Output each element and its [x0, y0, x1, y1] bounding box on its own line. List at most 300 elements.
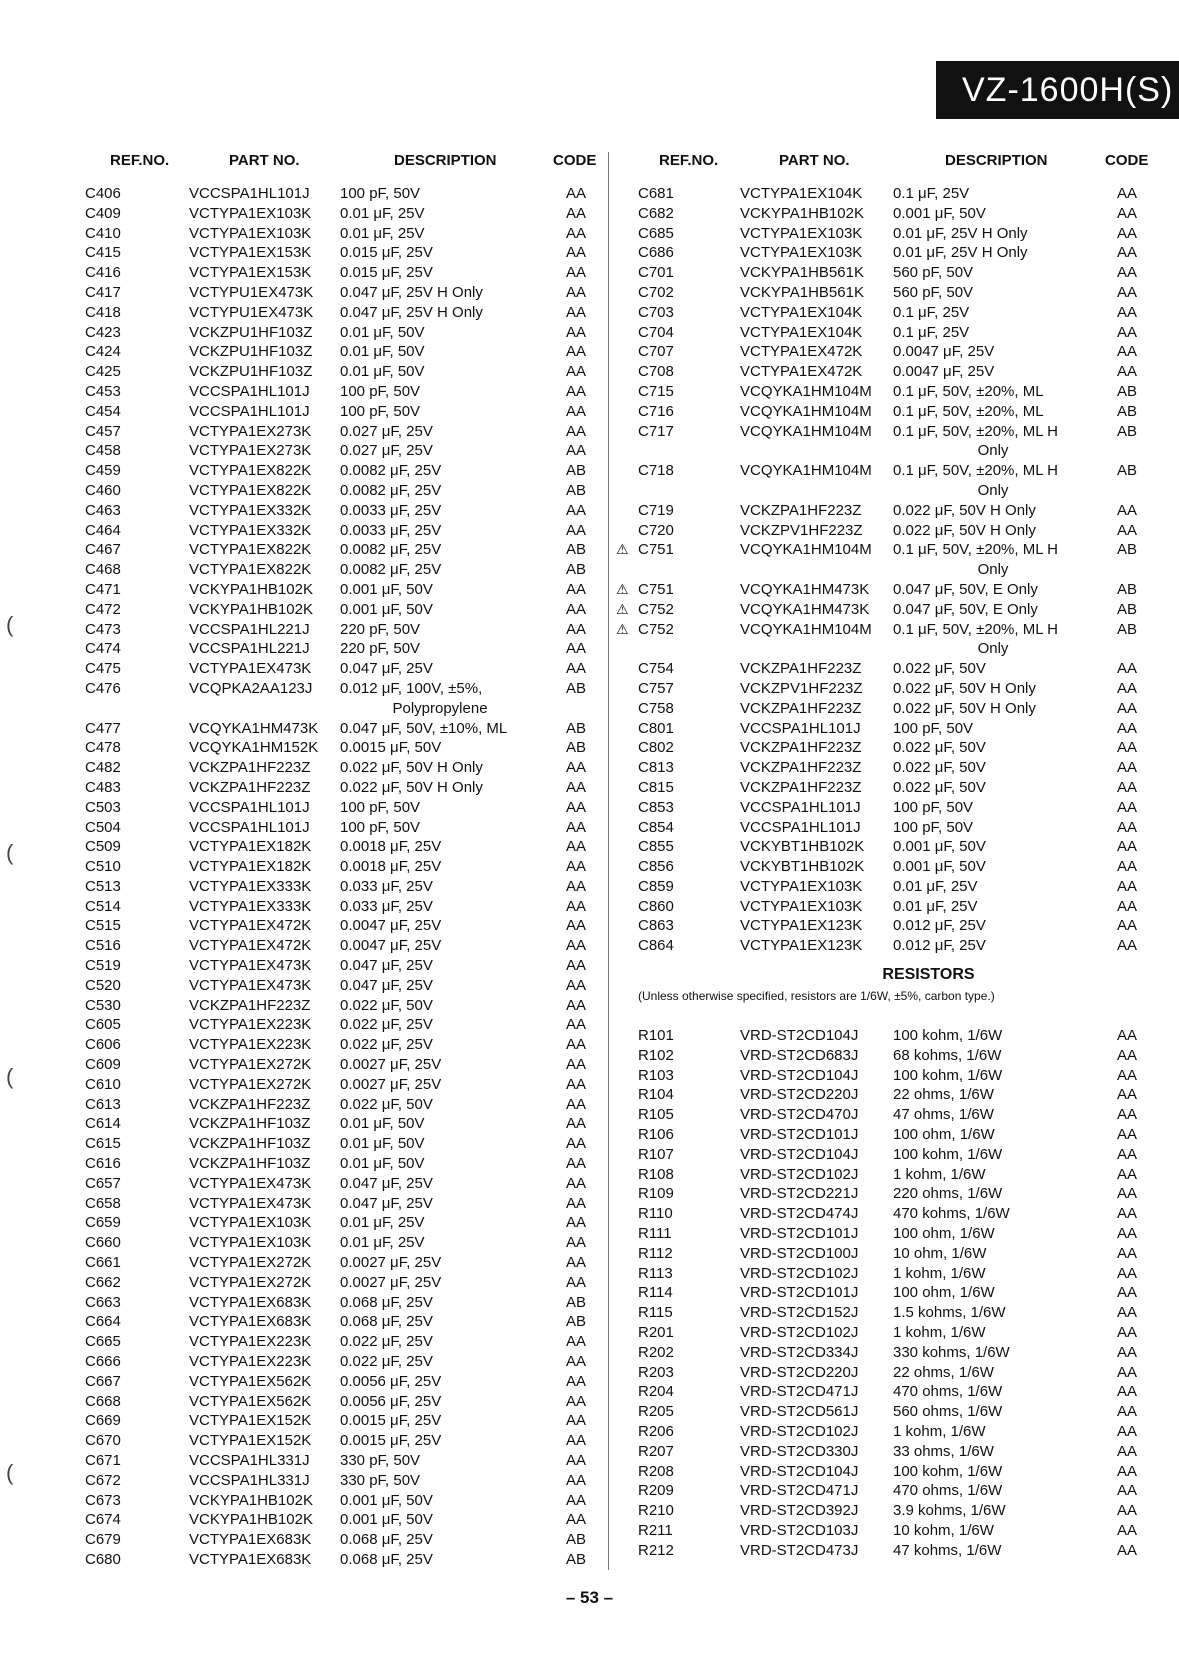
- cell-desc: 0.022 μF, 25V: [340, 1353, 433, 1371]
- cell-desc: 0.047 μF, 50V, E Only: [893, 580, 1038, 598]
- cell-part: VRD-ST2CD103J: [740, 1522, 859, 1539]
- table-row: [616, 1501, 1141, 1521]
- cell-desc: 0.0033 μF, 25V: [340, 521, 442, 539]
- cell-ref: R209: [638, 1482, 674, 1500]
- cell-code: AA: [1117, 1482, 1138, 1500]
- table-row: [616, 1323, 1141, 1343]
- cell-code: AA: [1117, 1502, 1138, 1520]
- table-row: [616, 243, 1141, 263]
- cell-part: VCTYPA1EX333K: [189, 877, 312, 895]
- cell-ref: R210: [638, 1502, 674, 1520]
- cell-desc: 100 pF, 50V: [340, 402, 421, 420]
- cell-desc: [340, 679, 540, 719]
- table-row: [616, 758, 1141, 778]
- resistors-section: [616, 964, 1141, 1561]
- cell-desc: 0.0047 μF, 25V: [893, 363, 995, 381]
- cell-ref: C860: [638, 897, 674, 915]
- cell-desc-line2: Only: [977, 640, 1009, 658]
- cell-desc: 0.1 μF, 25V: [893, 185, 970, 202]
- cell-code: AA: [566, 818, 587, 836]
- cell-ref: C474: [85, 640, 121, 658]
- cell-desc: 0.01 μF, 25V: [893, 877, 978, 895]
- cell-ref: C514: [85, 897, 121, 915]
- cell-part: VCTYPA1EX473K: [189, 1174, 312, 1192]
- cell-code: AB: [1117, 422, 1138, 440]
- cell-code: AB: [566, 561, 587, 579]
- cell-part: VCTYPA1EX562K: [189, 1372, 312, 1390]
- cell-part: VCTYPA1EX104K: [740, 303, 863, 321]
- cell-ref: R111: [638, 1225, 672, 1243]
- table-row: [616, 837, 1141, 857]
- cell-desc: 330 kohms, 1/6W: [893, 1343, 1010, 1361]
- table-row: [616, 659, 1141, 679]
- cell-code: AA: [1117, 897, 1138, 915]
- cell-part: VCKZPA1HF103Z: [189, 1115, 311, 1133]
- cell-ref: C757: [638, 679, 674, 697]
- cell-part: VCQYKA1HM104M: [740, 620, 872, 638]
- table-row: [616, 540, 1141, 580]
- cell-ref: C406: [85, 185, 121, 202]
- cell-code: AB: [566, 541, 587, 559]
- table-row: [616, 1085, 1141, 1105]
- cell-part: VCKYPA1HB561K: [740, 283, 864, 301]
- table-row: [616, 679, 1141, 699]
- cell-ref: R104: [638, 1086, 674, 1104]
- cell-part: VCKZPU1HF103Z: [189, 363, 313, 381]
- cell-code: AA: [566, 660, 587, 678]
- cell-ref: C504: [85, 818, 121, 836]
- cell-desc: [893, 620, 1093, 660]
- cell-ref: C472: [85, 600, 121, 618]
- cell-desc: 0.001 μF, 50V: [340, 600, 433, 618]
- cell-part: VRD-ST2CD470J: [740, 1106, 859, 1124]
- cell-desc: 0.0027 μF, 25V: [340, 1075, 442, 1093]
- cell-desc: 0.047 μF, 25V: [340, 660, 433, 678]
- cell-part: VRD-ST2CD104J: [740, 1066, 859, 1084]
- table-row: [85, 243, 605, 263]
- cell-part: VCQYKA1HM473K: [740, 600, 870, 618]
- cell-part: VCKZPA1HF103Z: [189, 1135, 311, 1153]
- cell-code: AA: [566, 1471, 587, 1489]
- cell-ref: C671: [85, 1452, 121, 1469]
- table-row: [616, 798, 1141, 818]
- cell-code: AB: [1117, 382, 1138, 400]
- cell-part: VRD-ST2CD152J: [740, 1304, 859, 1322]
- cell-code: AA: [1117, 521, 1138, 539]
- cell-ref: R201: [638, 1324, 674, 1342]
- table-row: [616, 699, 1141, 719]
- cell-part: VRD-ST2CD101J: [740, 1284, 859, 1302]
- table-row: [616, 1541, 1141, 1561]
- table-row: [616, 1462, 1141, 1482]
- cell-code: AA: [566, 620, 587, 638]
- cell-part: VCTYPA1EX223K: [189, 1016, 312, 1034]
- cell-code: AA: [566, 1511, 587, 1529]
- cell-ref: C752: [638, 600, 674, 618]
- cell-ref: C482: [85, 759, 121, 777]
- cell-part: VRD-ST2CD220J: [740, 1086, 859, 1104]
- header-code-right: CODE: [1105, 152, 1149, 169]
- table-row: [85, 501, 605, 521]
- cell-part: VCTYPA1EX273K: [189, 422, 312, 440]
- cell-part: VCTYPA1EX153K: [189, 244, 312, 262]
- cell-code: AA: [1117, 739, 1138, 757]
- table-row: [85, 837, 605, 857]
- table-row: [616, 283, 1141, 303]
- cell-ref: C685: [638, 224, 674, 242]
- cell-part: VCTYPA1EX473K: [189, 976, 312, 994]
- cell-desc: 220 ohms, 1/6W: [893, 1185, 1003, 1203]
- cell-ref: C716: [638, 402, 674, 420]
- table-row: [85, 1550, 605, 1570]
- table-row: [616, 303, 1141, 323]
- cell-part: VCTYPA1EX472K: [740, 343, 863, 361]
- table-row: [85, 1055, 605, 1075]
- cell-code: AB: [566, 481, 587, 499]
- cell-ref: R110: [638, 1205, 673, 1223]
- cell-part: VCKZPA1HF223Z: [740, 501, 862, 519]
- cell-ref: C664: [85, 1313, 121, 1331]
- cell-desc: 0.022 μF, 50V H Only: [893, 699, 1036, 717]
- cell-ref: C708: [638, 363, 674, 381]
- cell-code: AA: [1117, 185, 1138, 202]
- cell-ref: C453: [85, 382, 121, 400]
- cell-part: VCTYPA1EX683K: [189, 1550, 312, 1568]
- cell-part: VCQYKA1HM473K: [189, 719, 319, 737]
- table-row: [85, 600, 605, 620]
- margin-mark: (: [6, 1064, 14, 1089]
- cell-ref: C509: [85, 838, 121, 856]
- table-row: [616, 1363, 1141, 1383]
- table-row: [616, 1244, 1141, 1264]
- table-row: [85, 738, 605, 758]
- table-row: [616, 204, 1141, 224]
- cell-ref: C657: [85, 1174, 121, 1192]
- cell-desc: 0.0082 μF, 25V: [340, 462, 442, 480]
- cell-desc: 0.01 μF, 25V: [340, 224, 425, 242]
- cell-ref: C614: [85, 1115, 121, 1133]
- cell-code: AA: [1117, 264, 1138, 282]
- cell-ref: R102: [638, 1046, 674, 1064]
- cell-ref: C410: [85, 224, 121, 242]
- cell-part: VCCSPA1HL331J: [189, 1471, 310, 1489]
- cell-part: VCTYPU1EX473K: [189, 283, 314, 301]
- cell-ref: C473: [85, 620, 121, 638]
- cell-code: AA: [1117, 1383, 1138, 1401]
- cell-ref: C802: [638, 739, 674, 757]
- cell-ref: C519: [85, 957, 121, 975]
- table-row: [85, 1293, 605, 1313]
- cell-code: AA: [566, 1432, 587, 1450]
- cell-ref: C454: [85, 402, 121, 420]
- cell-code: AA: [566, 1273, 587, 1291]
- cell-code: AA: [1117, 323, 1138, 341]
- safety-warning-icon: ⚠: [616, 620, 629, 637]
- cell-code: AA: [566, 303, 587, 321]
- cell-desc: 0.01 μF, 25V H Only: [893, 224, 1028, 242]
- cell-code: AA: [566, 778, 587, 796]
- cell-code: AA: [1117, 1086, 1138, 1104]
- cell-part: VCCSPA1HL101J: [189, 185, 310, 202]
- cell-ref: C609: [85, 1056, 121, 1074]
- cell-code: AA: [566, 759, 587, 777]
- cell-part: VCTYPA1EX332K: [189, 521, 312, 539]
- table-row: [85, 679, 605, 719]
- cell-code: AA: [1117, 1106, 1138, 1124]
- cell-ref: C423: [85, 323, 121, 341]
- table-row: [85, 916, 605, 936]
- cell-code: AA: [1117, 778, 1138, 796]
- cell-code: AA: [566, 283, 587, 301]
- right-parts-table: [616, 184, 1141, 1561]
- table-row: [616, 521, 1141, 541]
- cell-part: VCTYPA1EX152K: [189, 1412, 312, 1430]
- table-row: [85, 956, 605, 976]
- cell-ref: C477: [85, 719, 121, 737]
- cell-code: AA: [566, 1016, 587, 1034]
- cell-ref: R203: [638, 1363, 674, 1381]
- cell-desc: 68 kohms, 1/6W: [893, 1046, 1002, 1064]
- cell-part: VCTYPA1EX272K: [189, 1075, 312, 1093]
- table-row: [616, 184, 1141, 204]
- cell-part: VRD-ST2CD474J: [740, 1205, 859, 1223]
- cell-ref: C813: [638, 759, 674, 777]
- cell-desc-line2: Only: [977, 481, 1009, 499]
- cell-code: AA: [1117, 699, 1138, 717]
- cell-ref: C718: [638, 462, 674, 480]
- cell-desc: 0.01 μF, 25V: [893, 897, 978, 915]
- table-row: [616, 1442, 1141, 1462]
- table-row: [616, 1145, 1141, 1165]
- cell-ref: C613: [85, 1095, 121, 1113]
- cell-desc: 330 pF, 50V: [340, 1471, 421, 1489]
- table-row: [85, 1095, 605, 1115]
- cell-ref: C660: [85, 1234, 121, 1252]
- table-row: [85, 758, 605, 778]
- margin-mark: (: [6, 1460, 14, 1485]
- table-row: [85, 1233, 605, 1253]
- cell-desc: 0.001 μF, 50V: [893, 204, 986, 222]
- cell-desc: 1.5 kohms, 1/6W: [893, 1304, 1006, 1322]
- cell-ref: C516: [85, 937, 121, 955]
- cell-ref: C610: [85, 1075, 121, 1093]
- cell-desc-line1: 0.1 μF, 50V, ±20%, ML H: [893, 541, 1059, 559]
- cell-part: VRD-ST2CD221J: [740, 1185, 859, 1203]
- cell-ref: C703: [638, 303, 674, 321]
- cell-code: AA: [566, 1491, 587, 1509]
- column-divider: [608, 152, 609, 1570]
- cell-desc: 0.027 μF, 25V: [340, 422, 433, 440]
- cell-part: VCTYPA1EX153K: [189, 264, 312, 282]
- table-row: [616, 461, 1141, 501]
- table-row: [85, 798, 605, 818]
- cell-code: AA: [1117, 917, 1138, 935]
- cell-ref: C670: [85, 1432, 121, 1450]
- cell-ref: C515: [85, 917, 121, 935]
- table-row: [616, 1303, 1141, 1323]
- cell-ref: C752: [638, 620, 674, 638]
- cell-part: VCKZPA1HF223Z: [740, 778, 862, 796]
- table-row: [85, 620, 605, 640]
- cell-ref: R106: [638, 1126, 674, 1144]
- cell-part: VRD-ST2CD102J: [740, 1324, 859, 1342]
- cell-part: VRD-ST2CD561J: [740, 1403, 859, 1421]
- cell-part: VCTYPA1EX103K: [189, 1234, 312, 1252]
- cell-desc: 33 ohms, 1/6W: [893, 1442, 994, 1460]
- cell-desc: 1 kohm, 1/6W: [893, 1324, 986, 1342]
- cell-ref: C503: [85, 798, 121, 816]
- cell-code: AA: [1117, 1066, 1138, 1084]
- table-row: [616, 778, 1141, 798]
- cell-ref: C605: [85, 1016, 121, 1034]
- cell-part: VCKZPU1HF103Z: [189, 323, 313, 341]
- cell-code: AA: [1117, 1284, 1138, 1302]
- cell-desc: 0.022 μF, 50V: [893, 759, 986, 777]
- table-row: [85, 1431, 605, 1451]
- cell-code: AA: [566, 1372, 587, 1390]
- cell-desc: 0.068 μF, 25V: [340, 1531, 433, 1549]
- cell-part: VCCSPA1HL101J: [740, 719, 861, 737]
- cell-code: AA: [566, 363, 587, 381]
- cell-part: VCKYPA1HB102K: [189, 1511, 313, 1529]
- cell-part: VCTYPA1EX822K: [189, 481, 312, 499]
- table-row: [616, 1481, 1141, 1501]
- cell-part: VCTYPA1EX822K: [189, 541, 312, 559]
- cell-desc-line2: Only: [977, 442, 1009, 460]
- cell-desc: 0.1 μF, 50V, ±20%, ML: [893, 402, 1044, 420]
- cell-code: AA: [1117, 1522, 1138, 1539]
- cell-ref: C471: [85, 580, 121, 598]
- cell-ref: C457: [85, 422, 121, 440]
- cell-ref: C658: [85, 1194, 121, 1212]
- cell-code: AA: [566, 600, 587, 618]
- table-row: [616, 897, 1141, 917]
- table-row: [85, 877, 605, 897]
- cell-part: VCTYPA1EX103K: [189, 204, 312, 222]
- cell-part: VRD-ST2CD683J: [740, 1046, 859, 1064]
- cell-ref: C478: [85, 739, 121, 757]
- cell-part: VCTYPA1EX104K: [740, 323, 863, 341]
- cell-desc: 100 ohm, 1/6W: [893, 1126, 995, 1144]
- cell-code: AA: [1117, 798, 1138, 816]
- table-row: [616, 1402, 1141, 1422]
- cell-ref: R202: [638, 1343, 674, 1361]
- cell-part: VCKYPA1HB102K: [189, 1491, 313, 1509]
- cell-ref: C666: [85, 1353, 121, 1371]
- cell-part: VCTYPA1EX103K: [189, 224, 312, 242]
- cell-code: AB: [1117, 402, 1138, 420]
- cell-part: VRD-ST2CD102J: [740, 1264, 859, 1282]
- cell-ref: C669: [85, 1412, 121, 1430]
- cell-desc: 0.022 μF, 50V: [893, 778, 986, 796]
- cell-desc: 0.0027 μF, 25V: [340, 1254, 442, 1272]
- cell-ref: C702: [638, 283, 674, 301]
- capacitor-list-right: [616, 184, 1141, 956]
- cell-desc: 0.022 μF, 25V: [340, 1036, 433, 1054]
- cell-code: AA: [1117, 204, 1138, 222]
- cell-desc: 0.001 μF, 50V: [893, 838, 986, 856]
- model-badge: VZ-1600H(S): [936, 61, 1179, 119]
- cell-desc: 0.001 μF, 50V: [340, 1511, 433, 1529]
- cell-code: AA: [1117, 1264, 1138, 1282]
- left-parts-table: [85, 184, 605, 1570]
- table-row: [616, 263, 1141, 283]
- cell-part: VCKZPA1HF223Z: [189, 778, 311, 796]
- cell-part: VCTYPA1EX822K: [189, 462, 312, 480]
- cell-code: AA: [1117, 1145, 1138, 1163]
- cell-desc: 1 kohm, 1/6W: [893, 1165, 986, 1183]
- cell-ref: C425: [85, 363, 121, 381]
- cell-ref: C674: [85, 1511, 121, 1529]
- cell-code: AA: [1117, 818, 1138, 836]
- cell-desc: 100 pF, 50V: [340, 382, 421, 400]
- cell-part: VCTYPA1EX182K: [189, 838, 312, 856]
- cell-ref: C815: [638, 778, 674, 796]
- table-row: [616, 818, 1141, 838]
- cell-part: VRD-ST2CD101J: [740, 1126, 859, 1144]
- cell-desc: 560 pF, 50V: [893, 264, 974, 282]
- cell-desc: 0.01 μF, 25V: [340, 1214, 425, 1232]
- cell-code: AA: [1117, 1541, 1138, 1559]
- cell-code: AA: [1117, 1462, 1138, 1480]
- cell-desc: 0.015 μF, 25V: [340, 244, 433, 262]
- cell-part: VCKYPA1HB102K: [189, 580, 313, 598]
- cell-desc: 0.1 μF, 25V: [893, 323, 970, 341]
- cell-desc: 0.047 μF, 25V: [340, 976, 433, 994]
- cell-part: VCQYKA1HM104M: [740, 422, 872, 440]
- cell-code: AA: [1117, 303, 1138, 321]
- cell-desc: 47 kohms, 1/6W: [893, 1541, 1002, 1559]
- cell-desc: 100 pF, 50V: [340, 185, 421, 202]
- cell-ref: C615: [85, 1135, 121, 1153]
- cell-desc-line2: Only: [977, 561, 1009, 579]
- cell-part: VCKZPA1HF223Z: [740, 739, 862, 757]
- table-row: [85, 441, 605, 461]
- table-row: [85, 1075, 605, 1095]
- cell-ref: C415: [85, 244, 121, 262]
- cell-part: VCTYPA1EX272K: [189, 1056, 312, 1074]
- resistor-list: [616, 1026, 1141, 1561]
- cell-ref: C751: [638, 541, 674, 559]
- table-row: [616, 362, 1141, 382]
- table-row: [616, 719, 1141, 739]
- cell-desc: [893, 461, 1093, 501]
- cell-ref: C530: [85, 996, 121, 1014]
- cell-part: VCTYPU1EX473K: [189, 303, 314, 321]
- cell-part: VCKYBT1HB102K: [740, 838, 865, 856]
- table-row: [85, 1312, 605, 1332]
- cell-desc: 0.0018 μF, 25V: [340, 838, 442, 856]
- cell-desc: 220 pF, 50V: [340, 620, 421, 638]
- cell-ref: R103: [638, 1066, 674, 1084]
- cell-desc: 0.001 μF, 50V: [893, 858, 986, 876]
- cell-ref: R212: [638, 1541, 674, 1559]
- cell-ref: C463: [85, 501, 121, 519]
- cell-code: AA: [566, 1254, 587, 1272]
- cell-ref: R105: [638, 1106, 674, 1124]
- header-desc-right: DESCRIPTION: [945, 152, 1048, 169]
- cell-part: VCTYPA1EX333K: [189, 897, 312, 915]
- cell-code: AA: [1117, 1403, 1138, 1421]
- table-row: [85, 204, 605, 224]
- cell-code: AA: [1117, 1363, 1138, 1381]
- cell-desc: 0.01 μF, 50V: [340, 343, 425, 361]
- table-row: [85, 1273, 605, 1293]
- header-ref-right: REF.NO.: [659, 152, 719, 169]
- cell-ref: C704: [638, 323, 674, 341]
- table-row: [85, 778, 605, 798]
- table-row: [85, 422, 605, 442]
